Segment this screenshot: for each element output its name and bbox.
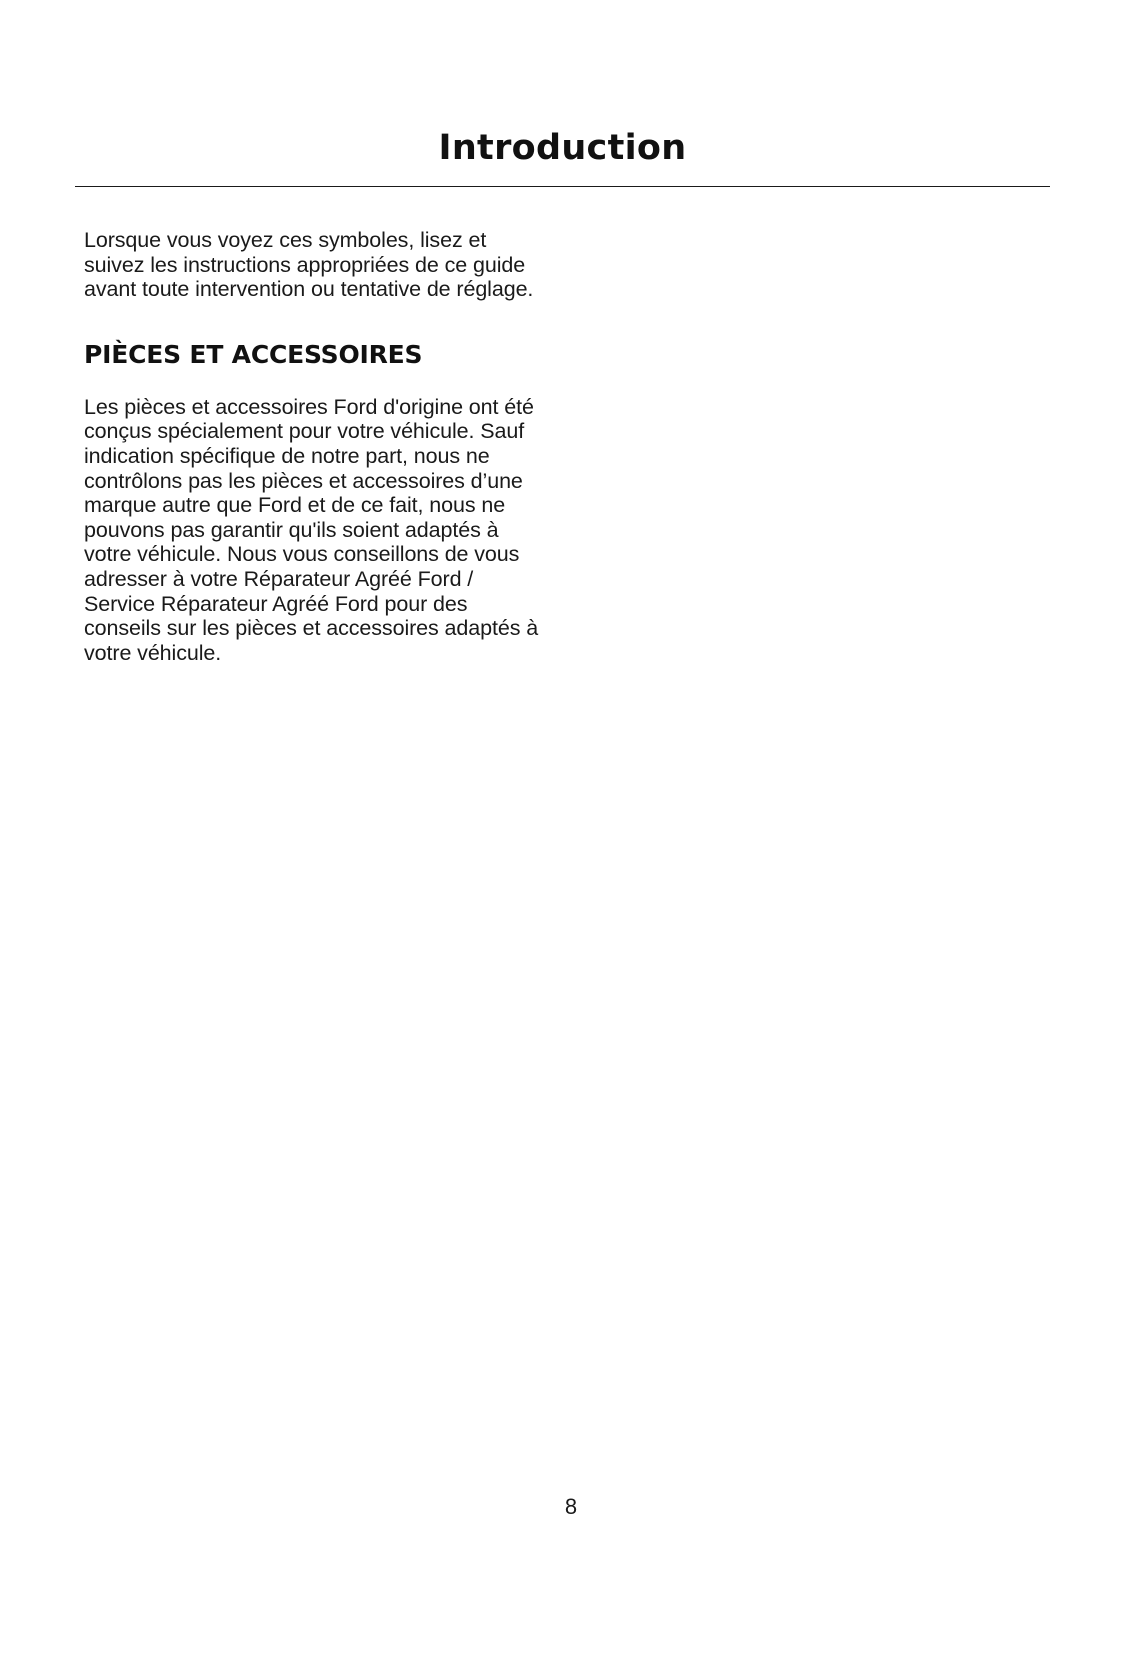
page-header (75, 120, 1050, 187)
parts-accessories-paragraph: Les pièces et accessoires Ford d'origine ont été conçus spécialement pour votre véhicule. Sauf indication spécifique de notre part, nous ne contrôlons pas les pièces et accessoires d’une marque autre que Ford et de ce fait, nous ne pouvons pas garantir qu'ils soient adaptés à votre véhicule. Nous vous conseillons de vous adresser à votre Réparateur Agréé Ford / Service Réparateur Agréé Ford pour des conseils sur les pièces et accessoires adaptés à votre véhicule. (84, 394, 539, 665)
section-heading-parts-accessories: PIÈCES ET ACCESSOIRES (84, 339, 423, 369)
page-number: 8 (564, 1494, 578, 1519)
intro-paragraph: Lorsque vous voyez ces symboles, lisez et suivez les instructions appropriées de ce guide avant toute intervention ou tentative de réglage. (84, 228, 534, 302)
page-title: Introduction (438, 128, 687, 168)
content-column (84, 228, 549, 665)
